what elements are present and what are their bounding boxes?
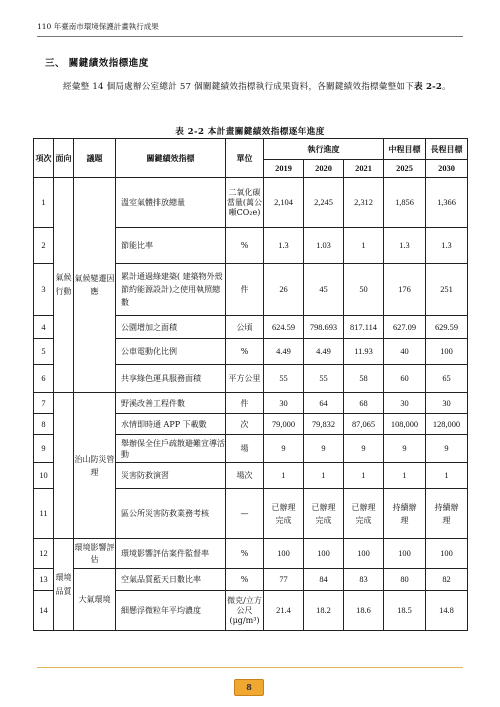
value-cell: 2,312 — [344, 178, 384, 228]
issue-cell: 治山防災管理 — [74, 393, 116, 539]
header-year-2030: 2030 — [426, 160, 468, 178]
value-cell: 18.2 — [304, 591, 344, 631]
value-cell: 1.3 — [264, 228, 304, 264]
value-cell: 251 — [426, 264, 468, 316]
value-cell: 14.8 — [426, 591, 468, 631]
value-cell: 128,000 — [426, 414, 468, 435]
indicator-cell: 野溪改善工程件數 — [116, 393, 226, 414]
value-cell: 1,856 — [384, 178, 426, 228]
indicator-cell: 細懸浮微粒年平均濃度 — [116, 591, 226, 631]
indicator-cell: 累計通過綠建築( 建築物外殼節約能源設計)之使用執照總數 — [116, 264, 226, 316]
caption-number: 表 2-2 — [175, 127, 205, 137]
value-cell: 100 — [426, 339, 468, 365]
page-header: 110 年臺南市環境保護計畫執行成果 — [37, 20, 463, 37]
value-cell: 4.49 — [264, 339, 304, 365]
value-cell: 176 — [384, 264, 426, 316]
value-cell: 2,104 — [264, 178, 304, 228]
table-caption — [0, 125, 500, 137]
row-no: 1 — [34, 178, 54, 228]
value-cell: 80 — [384, 569, 426, 591]
row-no: 11 — [34, 489, 54, 539]
unit-cell: 場次 — [226, 463, 264, 489]
value-cell: 64 — [304, 393, 344, 414]
table-row — [34, 178, 468, 228]
unit-cell: 場 — [226, 435, 264, 463]
unit-cell: 件 — [226, 393, 264, 414]
unit-cell: 微克/立方公尺(μg/m³) — [226, 591, 264, 631]
table-row — [34, 393, 468, 414]
value-cell: 100 — [426, 539, 468, 569]
header-aspect: 面向 — [54, 139, 74, 178]
unit-cell: — — [226, 489, 264, 539]
header-indicator: 關鍵績效指標 — [116, 139, 226, 178]
value-cell: 65 — [426, 365, 468, 393]
unit-cell: % — [226, 569, 264, 591]
unit-cell: 平方公里 — [226, 365, 264, 393]
value-cell: 79,000 — [264, 414, 304, 435]
section-title: 三、 關鍵績效指標進度 — [45, 58, 149, 69]
value-cell: 9 — [304, 435, 344, 463]
indicator-cell: 溫室氣體排放總量 — [116, 178, 226, 228]
header-unit: 單位 — [226, 139, 264, 178]
unit-cell: 公頃 — [226, 316, 264, 339]
indicator-cell: 舉辦保全住戶疏散避難宣導活動 — [116, 435, 226, 463]
value-cell: 4.49 — [304, 339, 344, 365]
value-cell: 30 — [384, 393, 426, 414]
value-cell: 108,000 — [384, 414, 426, 435]
aspect-cell-blank — [54, 393, 74, 539]
aspect-cell: 環境品質 — [54, 539, 74, 631]
value-cell: 26 — [264, 264, 304, 316]
issue-cell: 氣候變遷因應 — [74, 178, 116, 393]
value-cell: 已辦理完成 — [304, 489, 344, 539]
value-cell: 77 — [264, 569, 304, 591]
value-cell: 18.6 — [344, 591, 384, 631]
value-cell: 83 — [344, 569, 384, 591]
value-cell: 9 — [384, 435, 426, 463]
value-cell: 30 — [426, 393, 468, 414]
header-no: 項次 — [34, 139, 54, 178]
indicator-cell: 節能比率 — [116, 228, 226, 264]
value-cell: 627.09 — [384, 316, 426, 339]
value-cell: 持續辦理 — [426, 489, 468, 539]
row-no: 14 — [34, 591, 54, 631]
indicator-cell: 環境影響評估案件監督率 — [116, 539, 226, 569]
header-longterm: 長程目標 — [426, 139, 468, 160]
value-cell: 82 — [426, 569, 468, 591]
indicator-cell: 公車電動化比例 — [116, 339, 226, 365]
issue-cell: 大氣環境 — [74, 569, 116, 631]
value-cell: 84 — [304, 569, 344, 591]
indicator-cell: 區公所災害防救業務考核 — [116, 489, 226, 539]
indicator-cell: 共享綠色運具服務面積 — [116, 365, 226, 393]
value-cell: 1 — [304, 463, 344, 489]
value-cell: 已辦理完成 — [264, 489, 304, 539]
row-no: 8 — [34, 414, 54, 435]
row-no: 13 — [34, 569, 54, 591]
kpi-table — [33, 138, 468, 631]
value-cell: 已辦理完成 — [344, 489, 384, 539]
value-cell: 624.59 — [264, 316, 304, 339]
value-cell: 9 — [426, 435, 468, 463]
value-cell: 100 — [264, 539, 304, 569]
header-progress: 執行進度 — [264, 139, 384, 160]
indicator-cell: 空氣品質藍天日數比率 — [116, 569, 226, 591]
value-cell: 1.3 — [384, 228, 426, 264]
value-cell: 9 — [264, 435, 304, 463]
value-cell: 11.93 — [344, 339, 384, 365]
value-cell: 79,832 — [304, 414, 344, 435]
unit-cell: % — [226, 539, 264, 569]
header-year-2021: 2021 — [344, 160, 384, 178]
value-cell: 50 — [344, 264, 384, 316]
page-number: 8 — [234, 679, 264, 696]
row-no: 3 — [34, 264, 54, 316]
indicator-cell: 水情即時通 APP 下載數 — [116, 414, 226, 435]
header-issue: 議題 — [74, 139, 116, 178]
value-cell: 1 — [264, 463, 304, 489]
caption-title: 本計畫關鍵績效指標逐年進度 — [204, 127, 325, 137]
aspect-cell: 氣候行動 — [54, 178, 74, 393]
header-year-2019: 2019 — [264, 160, 304, 178]
value-cell: 18.5 — [384, 591, 426, 631]
unit-cell: 二氧化碳當量(萬公噸CO₂e) — [226, 178, 264, 228]
value-cell: 100 — [304, 539, 344, 569]
row-no: 12 — [34, 539, 54, 569]
table-row — [34, 569, 468, 591]
footer-divider — [37, 667, 463, 668]
value-cell: 87,065 — [344, 414, 384, 435]
value-cell: 持續辦理 — [384, 489, 426, 539]
intro-end: 。 — [442, 82, 451, 92]
value-cell: 798.693 — [304, 316, 344, 339]
value-cell: 55 — [264, 365, 304, 393]
header-year-2025: 2025 — [384, 160, 426, 178]
value-cell: 1 — [344, 463, 384, 489]
value-cell: 40 — [384, 339, 426, 365]
unit-cell: 次 — [226, 414, 264, 435]
unit-cell: % — [226, 228, 264, 264]
intro-paragraph — [45, 77, 457, 97]
value-cell: 21.4 — [264, 591, 304, 631]
value-cell: 100 — [384, 539, 426, 569]
value-cell: 1,366 — [426, 178, 468, 228]
value-cell: 100 — [344, 539, 384, 569]
value-cell: 9 — [344, 435, 384, 463]
issue-cell: 環境影響評估 — [74, 539, 116, 569]
value-cell: 30 — [264, 393, 304, 414]
value-cell: 1 — [384, 463, 426, 489]
value-cell: 2,245 — [304, 178, 344, 228]
row-no: 9 — [34, 435, 54, 463]
intro-text: 經彙整 14 個局處辦公室總計 57 個關鍵績效指標執行成果資料，各關鍵績效指標彙整如下 — [63, 82, 414, 92]
indicator-cell: 災害防救演習 — [116, 463, 226, 489]
row-no: 2 — [34, 228, 54, 264]
value-cell: 55 — [304, 365, 344, 393]
unit-cell: 件 — [226, 264, 264, 316]
value-cell: 60 — [384, 365, 426, 393]
value-cell: 45 — [304, 264, 344, 316]
value-cell: 1 — [344, 228, 384, 264]
intro-table-ref: 表 2-2 — [413, 82, 443, 92]
value-cell: 1 — [426, 463, 468, 489]
row-no: 7 — [34, 393, 54, 414]
indicator-cell: 公園增加之面積 — [116, 316, 226, 339]
header-year-2020: 2020 — [304, 160, 344, 178]
row-no: 6 — [34, 365, 54, 393]
row-no: 10 — [34, 463, 54, 489]
value-cell: 629.59 — [426, 316, 468, 339]
unit-cell: % — [226, 339, 264, 365]
value-cell: 58 — [344, 365, 384, 393]
value-cell: 1.03 — [304, 228, 344, 264]
value-cell: 1.3 — [426, 228, 468, 264]
value-cell: 817.114 — [344, 316, 384, 339]
row-no: 5 — [34, 339, 54, 365]
table-row — [34, 539, 468, 569]
value-cell: 68 — [344, 393, 384, 414]
row-no: 4 — [34, 316, 54, 339]
header-midterm: 中程目標 — [384, 139, 426, 160]
